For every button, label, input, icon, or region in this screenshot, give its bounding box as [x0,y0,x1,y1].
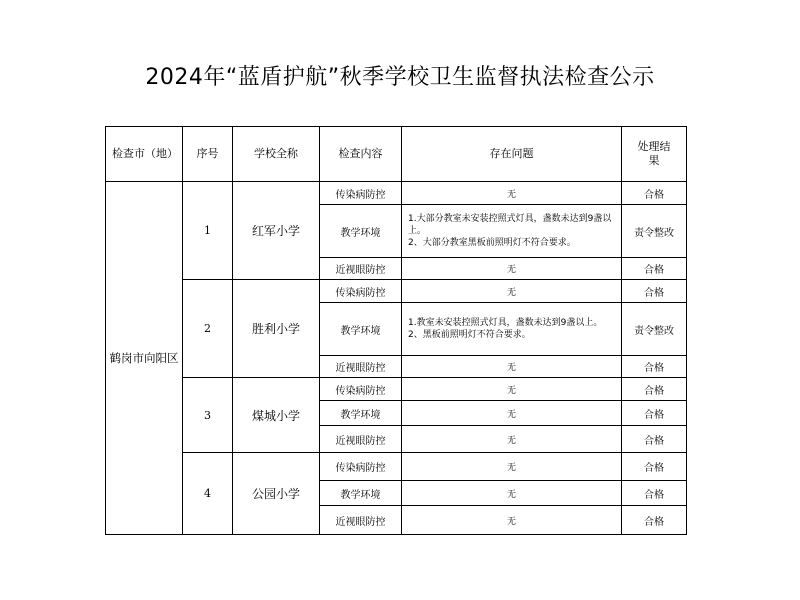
issue-line: 1.教室未安装控照式灯具，盏数未达到9盏以上。 [408,318,603,328]
issue-line: 1.大部分教室未安装控照式灯具，盏数未达到9盏以上。 [408,214,612,236]
issue-line: 无 [506,516,516,527]
issue-cell [402,280,622,303]
issue-line: 无 [506,409,516,420]
table-row [106,280,687,303]
issue-cell [402,378,622,401]
result-cell: 合格 [622,506,687,535]
result-cell: 合格 [622,378,687,401]
result-cell: 合格 [622,426,687,453]
result-cell: 合格 [622,356,687,378]
table-row [106,182,687,205]
inspection-item-cell: 教学环境 [320,205,402,258]
inspection-item-cell: 传染病防控 [320,453,402,481]
result-cell: 合格 [622,182,687,205]
inspection-item-cell: 近视眼防控 [320,506,402,535]
inspection-item-cell: 传染病防控 [320,280,402,303]
inspection-item-cell: 教学环境 [320,401,402,426]
issue-cell [402,481,622,506]
issue-cell [402,426,622,453]
seq-cell: 4 [183,453,233,535]
inspection-table [105,126,687,535]
inspection-item-cell: 近视眼防控 [320,356,402,378]
table-row [106,378,687,401]
header-seq: 序号 [183,127,233,182]
issue-line: 无 [506,435,516,446]
issue-cell [402,506,622,535]
result-cell: 合格 [622,453,687,481]
issue-line: 无 [506,363,516,373]
issue-cell [402,182,622,205]
result-cell: 责令整改 [622,205,687,258]
issue-cell [402,258,622,280]
region-cell: 鹤岗市向阳区 [106,182,183,535]
result-cell: 合格 [622,481,687,506]
issue-cell [402,205,622,258]
table-body [106,182,687,535]
inspection-item-cell: 教学环境 [320,481,402,506]
inspection-item-cell: 近视眼防控 [320,426,402,453]
result-cell: 合格 [622,258,687,280]
seq-cell: 1 [183,182,233,280]
issue-cell [402,356,622,378]
issue-line: 无 [506,265,516,275]
header-school: 学校全称 [233,127,320,182]
header-issue: 存在问题 [402,127,622,182]
issue-line: 无 [506,385,516,396]
seq-cell: 2 [183,280,233,378]
issue-line: 无 [506,463,516,473]
inspection-item-cell: 教学环境 [320,303,402,356]
inspection-item-cell: 传染病防控 [320,378,402,401]
inspection-item-cell: 传染病防控 [320,182,402,205]
school-name-cell: 公园小学 [233,453,320,535]
school-name-cell: 煤城小学 [233,378,320,453]
result-cell: 责令整改 [622,303,687,356]
header-row [106,127,687,182]
seq-cell: 3 [183,378,233,453]
school-name-cell: 红军小学 [233,182,320,280]
issue-cell [402,401,622,426]
school-name-cell: 胜利小学 [233,280,320,378]
issue-line: 2、黑板前照明灯不符合要求。 [408,330,531,340]
issue-line: 2、大部分教室黑板前照明灯不符合要求。 [408,238,576,248]
header-result: 处理结果 [622,127,687,182]
issue-cell [402,453,622,481]
issue-line: 无 [506,489,516,500]
result-cell: 合格 [622,401,687,426]
header-item: 检查内容 [320,127,402,182]
issue-line: 无 [506,189,516,200]
table-row [106,453,687,481]
header-region: 检查市（地） [106,127,183,182]
issue-line: 无 [506,287,516,298]
issue-cell [402,303,622,356]
page-title: 2024年“蓝盾护航”秋季学校卫生监督执法检查公示 [145,65,655,90]
inspection-item-cell: 近视眼防控 [320,258,402,280]
result-cell: 合格 [622,280,687,303]
